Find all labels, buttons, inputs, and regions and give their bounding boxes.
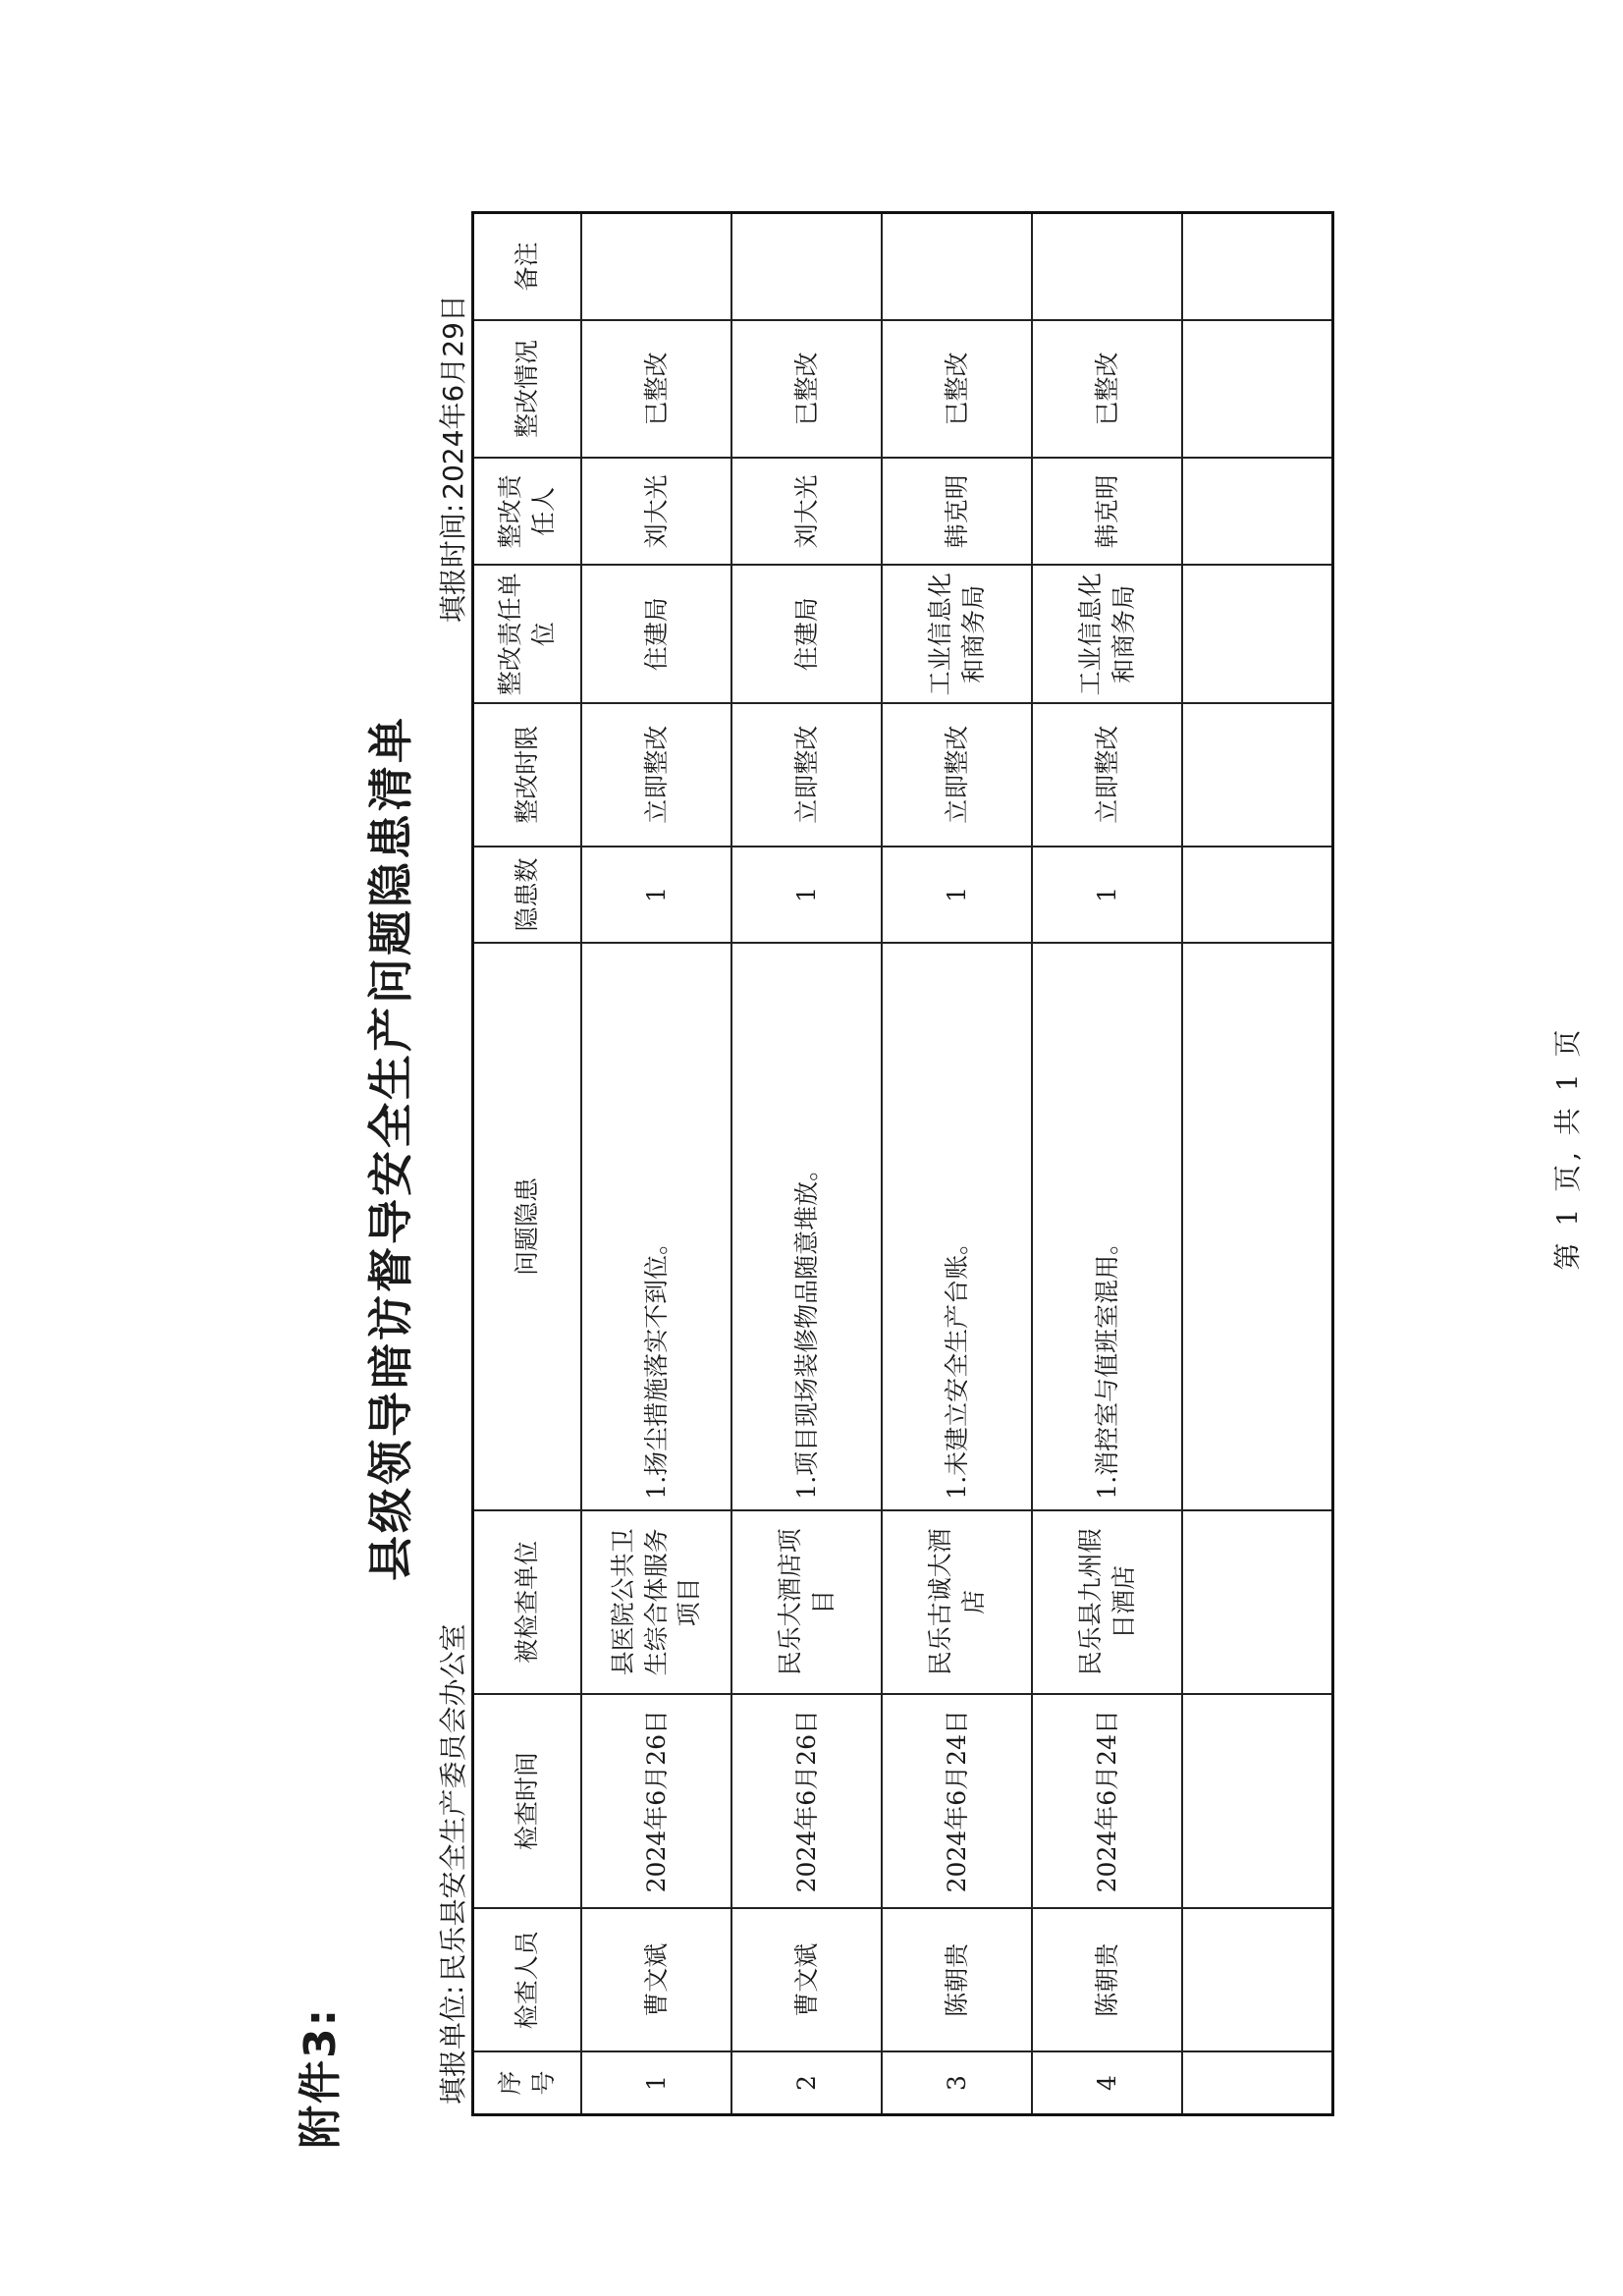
cell-inspector: 陈朝贵 (1032, 1908, 1182, 2051)
cell-resp-person: 刘大光 (581, 458, 731, 565)
header-status: 整改情况 (473, 320, 582, 458)
cell-issue: 1.扬尘措施落实不到位。 (581, 943, 731, 1509)
cell-count: 1 (882, 847, 1032, 944)
fill-time-value: 2024年6月29日 (437, 295, 469, 500)
page-footer: 第 1 页, 共 1 页 (1551, 1025, 1584, 1271)
header-count: 隐患数 (473, 847, 582, 944)
cell-remark (731, 213, 882, 320)
fill-unit-value: 民乐县安全生产委员会办公室 (437, 1623, 469, 1982)
cell-issue: 1.项目现场装修物品随意堆放。 (731, 943, 882, 1509)
cell-issue: 1.未建立安全生产台账。 (882, 943, 1032, 1509)
cell-resp-person: 刘大光 (731, 458, 882, 565)
cell-resp-unit: 住建局 (731, 565, 882, 702)
header-seq: 序号 (473, 2051, 582, 2114)
cell-resp-unit: 工业信息化和商务局 (882, 565, 1032, 702)
cell-status: 已整改 (1032, 320, 1182, 458)
cell-deadline: 立即整改 (882, 703, 1032, 847)
cell-unit: 民乐古诚大酒店 (882, 1510, 1032, 1694)
cell-seq (1182, 2051, 1333, 2114)
cell-date: 2024年6月24日 (882, 1694, 1032, 1908)
header-resp-person: 整改责任人 (473, 458, 582, 565)
cell-deadline: 立即整改 (1032, 703, 1182, 847)
header-unit: 被检查单位 (473, 1510, 582, 1694)
cell-inspector: 曹文斌 (731, 1908, 882, 2051)
cell-seq: 2 (731, 2051, 882, 2114)
cell-unit (1182, 1510, 1333, 1694)
table-row (581, 213, 731, 2115)
cell-issue (1182, 943, 1333, 1509)
header-issue: 问题隐患 (473, 943, 582, 1509)
cell-unit: 民乐县九州假日酒店 (1032, 1510, 1182, 1694)
cell-count (1182, 847, 1333, 944)
cell-inspector: 陈朝贵 (882, 1908, 1032, 2051)
cell-date: 2024年6月26日 (731, 1694, 882, 1908)
cell-count: 1 (731, 847, 882, 944)
cell-inspector: 曹文斌 (581, 1908, 731, 2051)
cell-date: 2024年6月26日 (581, 1694, 731, 1908)
table-row (731, 213, 882, 2115)
fill-unit (432, 1624, 471, 2105)
cell-remark (1182, 213, 1333, 320)
fill-unit-label: 填报单位: (437, 1985, 469, 2105)
cell-date: 2024年6月24日 (1032, 1694, 1182, 1908)
table-row-empty (1182, 213, 1333, 2115)
cell-count: 1 (1032, 847, 1182, 944)
table-row (1032, 213, 1182, 2115)
header-resp-unit: 整改责任单位 (473, 565, 582, 702)
cell-status (1182, 320, 1333, 458)
cell-issue: 1.消控室与值班室混用。 (1032, 943, 1182, 1509)
cell-count: 1 (581, 847, 731, 944)
attachment-label: 附件3: (296, 2006, 346, 2149)
header-remark: 备注 (473, 213, 582, 320)
cell-status: 已整改 (581, 320, 731, 458)
cell-inspector (1182, 1908, 1333, 2051)
cell-seq: 3 (882, 2051, 1032, 2114)
cell-status: 已整改 (882, 320, 1032, 458)
fill-time-label: 填报时间: (437, 503, 469, 624)
cell-resp-unit (1182, 565, 1333, 702)
cell-deadline: 立即整改 (731, 703, 882, 847)
cell-resp-unit: 工业信息化和商务局 (1032, 565, 1182, 702)
fill-time (432, 295, 471, 623)
cell-unit: 县医院公共卫生综合体服务项目 (581, 1510, 731, 1694)
table-header-row (473, 213, 582, 2115)
hazard-table (471, 211, 1334, 2116)
header-inspector: 检查人员 (473, 1908, 582, 2051)
header-date: 检查时间 (473, 1694, 582, 1908)
cell-deadline: 立即整改 (581, 703, 731, 847)
cell-seq: 4 (1032, 2051, 1182, 2114)
cell-remark (882, 213, 1032, 320)
cell-date (1182, 1694, 1333, 1908)
document-title: 县级领导暗访督导安全生产问题隐患清单 (364, 715, 417, 1581)
cell-remark (581, 213, 731, 320)
cell-resp-unit: 住建局 (581, 565, 731, 702)
cell-unit: 民乐大酒店项目 (731, 1510, 882, 1694)
cell-resp-person: 韩克明 (1032, 458, 1182, 565)
cell-resp-person (1182, 458, 1333, 565)
cell-deadline (1182, 703, 1333, 847)
header-deadline: 整改时限 (473, 703, 582, 847)
cell-remark (1032, 213, 1182, 320)
cell-seq: 1 (581, 2051, 731, 2114)
table-row (882, 213, 1032, 2115)
cell-status: 已整改 (731, 320, 882, 458)
cell-resp-person: 韩克明 (882, 458, 1032, 565)
